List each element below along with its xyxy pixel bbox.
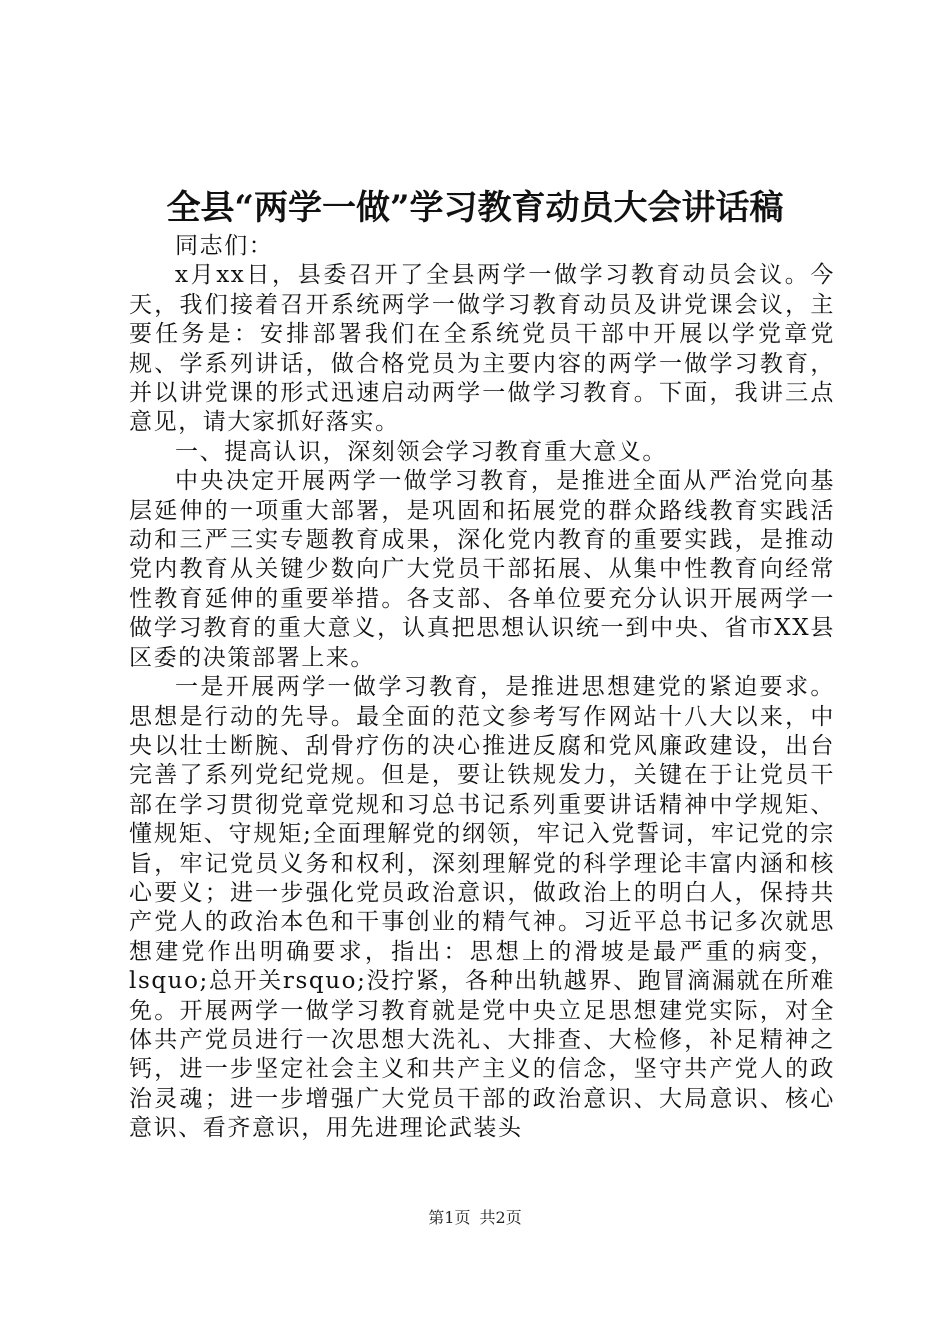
- page-number: 第1页: [428, 1208, 471, 1227]
- document-body: [129, 232, 835, 1144]
- body-paragraph: 一是开展两学一做学习教育，是推进思想建党的紧迫要求。思想是行动的先导。最全面的范文参考写作网站十八大以来，中央以壮士断腕、刮骨疗伤的决心推进反腐和党风廉政建设，出台完善了系列党纪党规。但是，要让铁规发力，关键在于让党员干部在学习贯彻党章党规和习总书记系列重要讲话精神中学规矩、懂规矩、守规矩;全面理解党的纲领，牢记入党誓词，牢记党的宗旨，牢记党员义务和权利，深刻理解党的科学理论丰富内涵和核心要义；进一步强化党员政治意识，做政治上的明白人，保持共产党人的政治本色和干事创业的精气神。习近平总书记多次就思想建党作出明确要求，指出：思想上的滑坡是最严重的病变，lsquo;总开关rsquo;没拧紧，各种出轨越界、跑冒滴漏就在所难免。开展两学一做学习教育就是党中央立足思想建党实际，对全体共产党员进行一次思想大洗礼、大排查、大检修，补足精神之钙，进一步坚定社会主义和共产主义的信念，坚守共产党人的政治灵魂；进一步增强广大党员干部的政治意识、大局意识、核心意识、看齐意识，用先进理论武装头: [129, 674, 835, 1142]
- section-heading: 一、提高认识，深刻领会学习教育重大意义。: [175, 438, 667, 465]
- salutation-paragraph: 同志们：: [175, 233, 274, 259]
- body-paragraph: 中央决定开展两学一做学习教育，是推进全面从严治党向基层延伸的一项重大部署，是巩固和拓展党的群众路线教育实践活动和三严三实专题教育成果，深化党内教育的重要实践，是推动党内教育从关键少数向广大党员干部拓展、从集中性教育向经常性教育延伸的重要举措。各支部、各单位要充分认识开展两学一做学习教育的重大意义，认真把思想认识统一到中央、省市XX县区委的决策部署上来。: [129, 468, 835, 671]
- intro-paragraph: x月xx日，县委召开了全县两学一做学习教育动员会议。今天，我们接着召开系统两学一做学习教育动员及讲党课会议，主要任务是：安排部署我们在全系统党员干部中开展以学党章党规、学系列讲话，做合格党员为主要内容的两学一做学习教育，并以讲党课的形式迅速启动两学一做学习教育。下面，我讲三点意见，请大家抓好落实。: [129, 262, 835, 436]
- page-footer: [0, 1207, 950, 1229]
- document-title: 全县“两学一做”学习教育动员大会讲话稿: [166, 188, 784, 228]
- page-total: 共2页: [479, 1208, 522, 1227]
